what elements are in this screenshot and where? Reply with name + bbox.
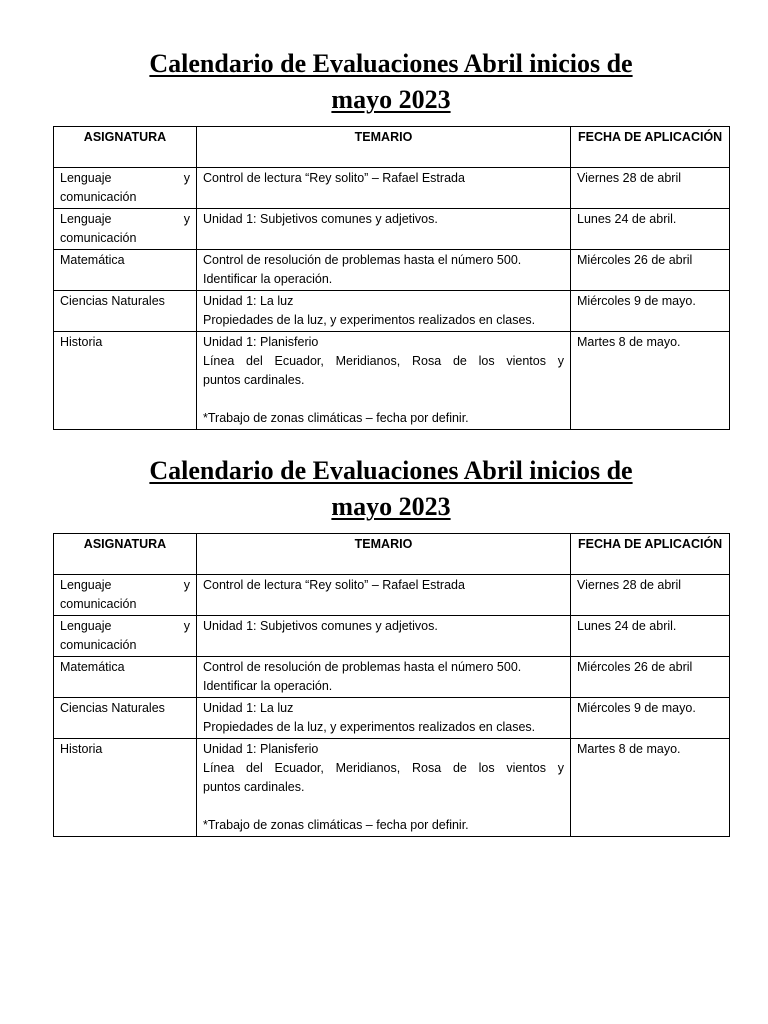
subject-text: y <box>183 171 190 185</box>
topic-cell <box>197 168 571 209</box>
topic-text: *Trabajo de zonas climáticas – fecha por definir. <box>203 411 469 425</box>
date-cell: Viernes 28 de abril <box>571 168 730 209</box>
table-row <box>54 698 730 739</box>
subject-cell <box>54 209 197 250</box>
title-line-1: Calendario de Evaluaciones Abril inicios de <box>149 456 633 485</box>
date-cell: Miércoles 9 de mayo. <box>571 698 730 739</box>
topic-text: Identificar la operación. <box>203 679 333 693</box>
subject-cell: Ciencias Naturales <box>54 698 197 739</box>
table-row <box>54 332 730 430</box>
blank-line <box>203 390 564 409</box>
evaluation-table <box>53 533 730 837</box>
topic-text: Unidad 1: La luz <box>203 294 294 308</box>
date-cell: Lunes 24 de abril. <box>571 616 730 657</box>
topic-text: Propiedades de la luz, y experimentos realizados en clases. <box>203 313 536 327</box>
subject-cell <box>54 575 197 616</box>
topic-text: Unidad 1: Subjetivos comunes y adjetivos. <box>203 619 438 633</box>
topic-cell <box>197 739 571 837</box>
topic-cell <box>197 698 571 739</box>
table-row <box>54 657 730 698</box>
topic-cell <box>197 209 571 250</box>
column-header-subject: ASIGNATURA <box>54 534 197 575</box>
topic-text: Control de resolución de problemas hasta el número 500. <box>203 660 522 674</box>
table-row <box>54 616 730 657</box>
table-row <box>54 250 730 291</box>
topic-text: Control de lectura “Rey solito” – Rafael Estrada <box>203 578 465 592</box>
topic-cell <box>197 616 571 657</box>
evaluation-table <box>53 126 730 430</box>
title-line-2: mayo 2023 <box>331 492 451 521</box>
title-line-2: mayo 2023 <box>331 85 451 114</box>
date-cell: Miércoles 26 de abril <box>571 250 730 291</box>
subject-cell: Matemática <box>54 657 197 698</box>
table-header-row <box>54 127 730 168</box>
subject-cell <box>54 168 197 209</box>
subject-cell: Historia <box>54 332 197 430</box>
title-line-1: Calendario de Evaluaciones Abril inicios de <box>149 49 633 78</box>
topic-text: Unidad 1: La luz <box>203 701 294 715</box>
topic-text: puntos cardinales. <box>203 780 305 794</box>
subject-text: Lenguaje <box>60 619 112 633</box>
topic-cell <box>197 250 571 291</box>
subject-cell: Matemática <box>54 250 197 291</box>
subject-cell: Ciencias Naturales <box>54 291 197 332</box>
column-header-date: FECHA DE APLICACIÓN <box>571 534 730 575</box>
subject-text: comunicación <box>60 638 137 652</box>
table-row <box>54 575 730 616</box>
table-header-row <box>54 534 730 575</box>
page-title <box>53 46 729 126</box>
column-header-topics: TEMARIO <box>197 534 571 575</box>
subject-cell: Historia <box>54 739 197 837</box>
subject-text: Lenguaje <box>60 171 112 185</box>
topic-text: Identificar la operación. <box>203 272 333 286</box>
evaluation-calendar-section-1 <box>53 46 729 430</box>
topic-cell <box>197 291 571 332</box>
topic-cell <box>197 657 571 698</box>
blank-line <box>203 797 564 816</box>
topic-text: Propiedades de la luz, y experimentos realizados en clases. <box>203 720 536 734</box>
date-cell: Miércoles 26 de abril <box>571 657 730 698</box>
evaluation-calendar-section-2 <box>53 453 729 837</box>
table-row <box>54 209 730 250</box>
topic-text: Línea del Ecuador, Meridianos, Rosa de los vientos y <box>203 354 564 368</box>
topic-cell <box>197 575 571 616</box>
date-cell: Martes 8 de mayo. <box>571 332 730 430</box>
subject-text: comunicación <box>60 597 137 611</box>
topic-text: *Trabajo de zonas climáticas – fecha por definir. <box>203 818 469 832</box>
topic-text: Unidad 1: Planisferio <box>203 742 319 756</box>
topic-text: Unidad 1: Planisferio <box>203 335 319 349</box>
topic-text: Control de resolución de problemas hasta el número 500. <box>203 253 522 267</box>
subject-text: Lenguaje <box>60 212 112 226</box>
subject-text: comunicación <box>60 231 137 245</box>
subject-cell <box>54 616 197 657</box>
date-cell: Viernes 28 de abril <box>571 575 730 616</box>
date-cell: Lunes 24 de abril. <box>571 209 730 250</box>
topic-text: puntos cardinales. <box>203 373 305 387</box>
subject-text: comunicación <box>60 190 137 204</box>
subject-text: y <box>183 619 190 633</box>
topic-text: Unidad 1: Subjetivos comunes y adjetivos. <box>203 212 438 226</box>
column-header-topics: TEMARIO <box>197 127 571 168</box>
date-cell: Miércoles 9 de mayo. <box>571 291 730 332</box>
table-row <box>54 168 730 209</box>
page-title <box>53 453 729 533</box>
subject-text: Lenguaje <box>60 578 112 592</box>
subject-text: y <box>183 212 190 226</box>
subject-text: y <box>183 578 190 592</box>
table-row <box>54 739 730 837</box>
column-header-date: FECHA DE APLICACIÓN <box>571 127 730 168</box>
date-cell: Martes 8 de mayo. <box>571 739 730 837</box>
topic-text: Control de lectura “Rey solito” – Rafael Estrada <box>203 171 465 185</box>
column-header-subject: ASIGNATURA <box>54 127 197 168</box>
topic-text: Línea del Ecuador, Meridianos, Rosa de los vientos y <box>203 761 564 775</box>
table-row <box>54 291 730 332</box>
topic-cell <box>197 332 571 430</box>
